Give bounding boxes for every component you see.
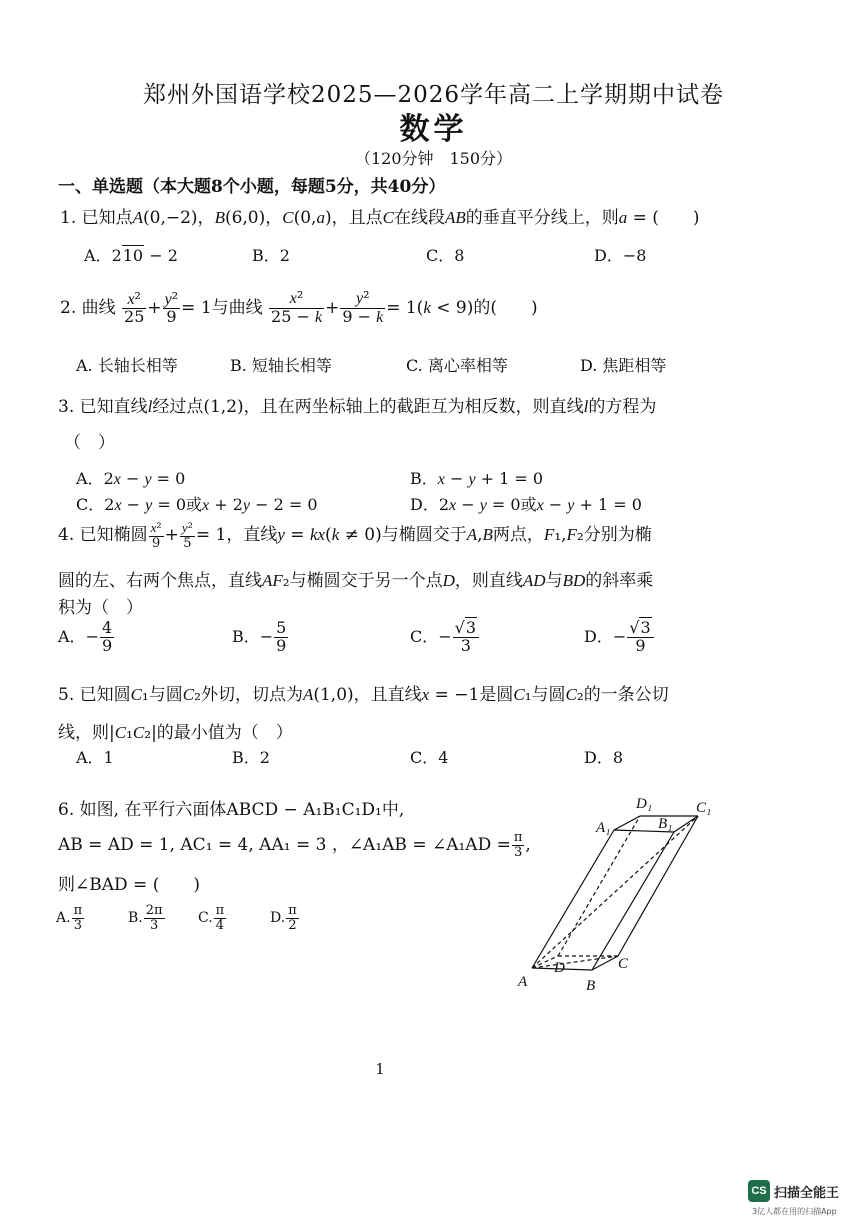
q1-option-c: C．8 [426, 246, 465, 265]
q1-option-b: B．2 [252, 246, 290, 265]
subject-title: 数学 [399, 112, 468, 147]
label-a1: A₁ [596, 820, 611, 836]
label-c: C [618, 956, 629, 972]
q5-option-d: D．8 [584, 748, 624, 767]
q2-option-c: C. 离心率相等 [406, 356, 508, 375]
question-3: 3. 已知直线l经过点(1,2)，且在两坐标轴上的截距互为相反数，则直线l的方程为 [58, 397, 657, 417]
q6-option-d: D. $\frac{\pi}{2}$ [270, 903, 297, 933]
label-d: D [554, 960, 565, 976]
label-c1: C₁ [696, 800, 712, 816]
q1-option-a: A．210 − 2 [84, 246, 178, 265]
label-b: B [586, 978, 596, 994]
question-4: 4. 已知椭圆 $\frac{\text{x²}}{9}$ + $\frac{\text{y²}}{5}$ = 1，直线y = kx(k ≠ 0)与椭圆交于A,B两点，F₁,F₂分别为椭 [58, 519, 652, 551]
exam-duration: （120分钟 150分） [354, 149, 513, 168]
q5-line-2: 线，则|C₁C₂|的最小值为（ ） [58, 723, 293, 743]
q4-line-2: 圆的左、右两个焦点，直线AF₂与椭圆交于另一个点D，则直线AD与BD的斜率乘 [58, 571, 654, 591]
q3-paren: （ ） [64, 433, 115, 453]
q5-option-b: B．2 [232, 748, 270, 767]
label-a: A [518, 974, 528, 990]
parallelepiped-figure [514, 790, 734, 1000]
q4-option-d: D．− $\frac{√3}{9}$ [584, 620, 655, 655]
label-d1: D₁ [636, 796, 653, 812]
q3-option-a: A．2x − y = 0 [76, 469, 186, 488]
question-5: 5. 已知圆C₁与圆C₂外切，切点为A(1,0)，且直线x = −1是圆C₁与圆C₂的一条公切 [58, 685, 669, 705]
q3-option-d: D．2x − y = 0或x − y + 1 = 0 [410, 495, 642, 514]
q6-line-3: 则∠BAD = ( ) [58, 875, 200, 895]
question-6: 6. 如图, 在平行六面体ABCD − A₁B₁C₁D₁中, [58, 800, 405, 820]
scanner-tagline: 3亿人都在用的扫描App [752, 1207, 837, 1216]
edge-aa1 [532, 830, 614, 968]
q5-option-a: A．1 [76, 748, 114, 767]
q5-option-c: C．4 [410, 748, 449, 767]
edge-cc1 [618, 816, 698, 956]
diagonal-ac1 [532, 816, 698, 968]
exam-title: 郑州外国语学校2025—2026学年高二上学期期中试卷 [142, 82, 725, 108]
section-heading: 一、单选题（本大题8个小题，每题5分，共40分） [58, 177, 446, 197]
edge-dd1 [558, 816, 640, 956]
q3-option-c: C．2x − y = 0或x + 2y − 2 = 0 [76, 495, 318, 514]
camscanner-logo-icon: CS [748, 1180, 770, 1202]
q4-option-a: A．− $\frac{4}{9}$ [58, 618, 113, 655]
q6-option-a: A. $\frac{\pi}{3}$ [56, 903, 83, 933]
q4-option-c: C．− $\frac{√3}{3}$ [410, 620, 480, 655]
scanner-name: 扫描全能王 [774, 1185, 840, 1201]
question-1: 1. 已知点A(0,−2)，B(6,0)，C(0,a)，且点C在线段AB的垂直平分线上，则a = ( ) [60, 208, 700, 228]
q3-option-b: B．x − y + 1 = 0 [410, 469, 544, 488]
q2-option-a: A. 长轴长相等 [76, 356, 178, 375]
q2-option-b: B. 短轴长相等 [230, 356, 332, 375]
question-2: 2. 曲线 $\frac{\text{x²}}{25}$ + $\frac{\text{y²}}{9}$ = 1与曲线 $\frac{\text{x²}}{25 - k}$ + $\frac{\text{y²}}{9 - k}$ = 1(k < 9)的( ) [60, 288, 538, 327]
q4-option-b: B．− $\frac{5}{9}$ [232, 618, 287, 655]
q2-option-d: D. 焦距相等 [580, 356, 667, 375]
edge-b1c1 [674, 816, 698, 832]
page-number: 1 [375, 1060, 385, 1078]
label-b1: B₁ [658, 816, 673, 832]
q4-line-3: 积为（ ） [58, 598, 143, 618]
scanner-watermark [748, 1180, 839, 1202]
q6-option-c: C. $\frac{\pi}{4}$ [198, 903, 225, 933]
q6-option-b: B. $\frac{2\pi}{3}$ [128, 903, 163, 933]
q1-option-d: D．−8 [594, 246, 647, 265]
q6-line-2: AB = AD = 1, AC₁ = 4, AA₁ = 3 ，∠A₁AB = ∠A₁AD = $\frac{\pi}{3}$ , [58, 830, 531, 860]
